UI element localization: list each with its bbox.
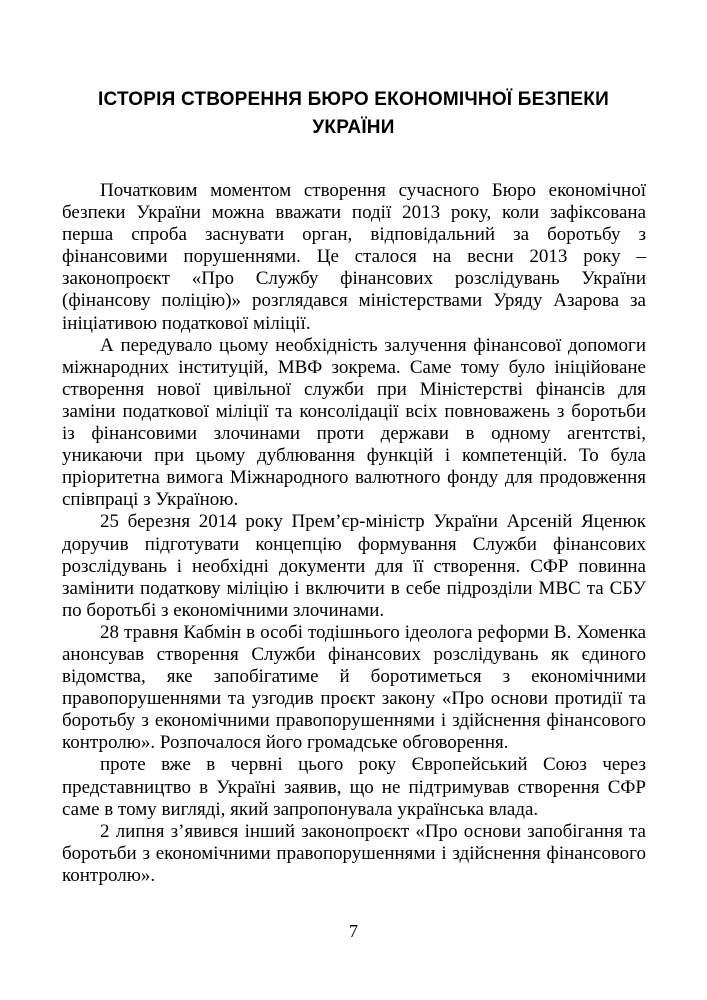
page-number: 7 [349,921,358,941]
paragraph-4: 28 травня Кабмін в особі тодішнього ідеолога реформи В. Хоменка анонсував створення Служби фінансових розслідувань як єдиного відомства, яке запобігатиме й боротиметься з економічними правопорушеннями та узгодив проєкт закону «Про основи протидії та боротьбу з економічними правопорушеннями і здійснення фінансового контролю». Розпочалося його громадське обговорення. [62,621,646,754]
document-body [0,180,707,887]
page-title: ІСТОРІЯ СТВОРЕННЯ БЮРО ЕКОНОМІЧНОЇ БЕЗПЕКИ УКРАЇНИ [98,89,609,138]
paragraph-1: Початковим моментом створення сучасного Бюро економічної безпеки України можна вважати події 2013 року, коли зафіксована перша спроба заснувати орган, відповідальний за боротьбу з фінансовими порушеннями. Це сталося на весни 2013 року – законопроєкт «Про Службу фінансових розслідувань України (фінансову поліцію)» розглядався міністерствами Уряду Азарова за ініціативою податкової міліції. [62,180,646,334]
paragraph-3: 25 березня 2014 року Прем’єр-міністр України Арсеній Яценюк доручив підготувати концепцію формування Служби фінансових розслідувань і необхідні документи для її створення. СФР повинна замінити податкову міліцію і включити в себе підрозділи МВС та СБУ по боротьбі з економічними злочинами. [62,511,646,621]
paragraph-2: А передувало цьому необхідність залучення фінансової допомоги міжнародних інституцій, МВФ зокрема. Саме тому було ініційоване створення нової цивільної служби при Міністерстві фінансів для заміни податкової міліції та консолідації всіх повноважень з боротьби із фінансовими злочинами проти держави в одному агентстві, уникаючи при цьому дублювання функцій і компетенцій. То була пріоритетна вимога Міжнародного валютного фонду для продовження співпраці з Україною. [62,334,646,511]
paragraph-5: проте вже в червні цього року Європейський Союз через представництво в Україні заявив, що не підтримував створення СФР саме в тому вигляді, який запропонувала українська влада. [62,754,646,820]
paragraph-6: 2 липня з’явився інший законопроєкт «Про основи запобігання та боротьби з економічними правопорушеннями і здійснення фінансового контролю». [62,820,646,886]
